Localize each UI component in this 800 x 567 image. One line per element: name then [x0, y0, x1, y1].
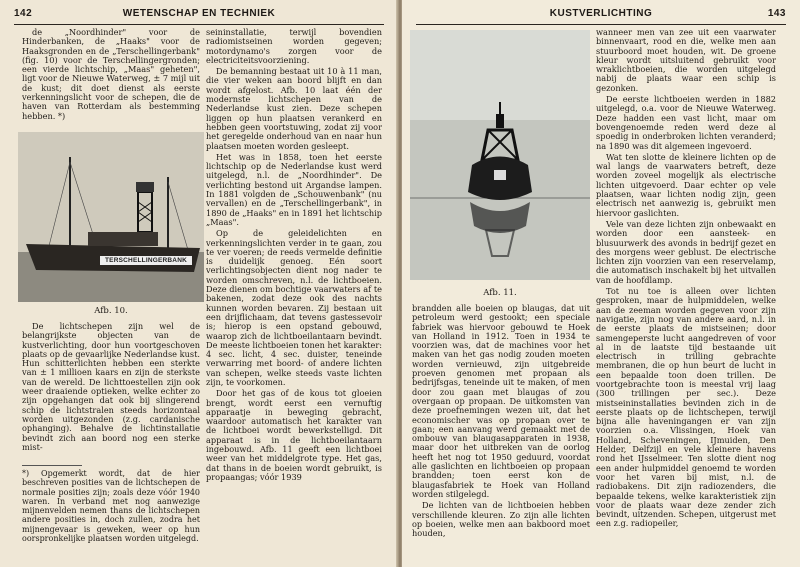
- page-number-left: 142: [14, 8, 33, 19]
- paragraph: De bemanning bestaat uit 10 à 11 man, die vier weken aan boord blijft en dan wordt afgelost. Afb. 10 laat één der modernste lichtschepen van de Nederlandse kust zien. Deze schepen liggen op hun plaatsen verankerd en hebben geen voortstuwing, zodat zij voor het geregelde onderhoud van en naar hun plaatsen moeten worden gesleept.: [206, 66, 382, 151]
- ship-name-label: TERSCHELLINGERBANK: [105, 257, 187, 264]
- paragraph: Vele van deze lichten zijn onbewaakt en worden door een aansteek- en blusuurwerk des avonds in bedrijf gezet en des morgens weer geblust. De electrische lichten zijn voorzien van een reservelamp, die automatisch inschakelt bij het uitvallen van de hoofdlamp.: [596, 218, 776, 285]
- running-title-left: WETENSCHAP EN TECHNIEK: [122, 8, 276, 19]
- right-page: [402, 0, 800, 567]
- buoy-figure: [410, 30, 590, 280]
- footnote: [22, 462, 200, 562]
- paragraph: Tot nu toe is alleen over lichten gesproken, maar de hulpmiddelen, welke aan de zeeman worden gegeven voor zijn navigatie, zijn nog van andere aard, n.l. in de eerste plaats de mistseinen; door samengeperste lucht aangedreven of voor al in de laatste tijd bestaande uit electrisch in trilling gebrachte membranen, die op hun beurt de lucht in een bepaalde toon doen trillen. De voortgebrachte toon is meestal vrij laag (300 trillingen per sec.). Deze mistseininstallaties bevinden zich in de eerste plaats op de lichtschepen, terwijl bijna alle haveningangen er van zijn voorzien o.a. Vlissingen, Hoek van Holland, Scheveningen, IJmuiden, Den Helder, Delfzijl en vele kleinere havens rond het IJsselmeer. Ten slotte dient nog een ander hulpmiddel genoemd te worden voor het varen bij mist, n.l. de radiobakens. Dit zijn radiozenders, die bepaalde tekens, welke karakteristiek zijn voor de plaats waar deze zender zich bevindt, uitzenden. Schepen, uitgerust met een z.g. radiopeiler,: [596, 286, 776, 529]
- paragraph: brandden alle boeien op blaugas, dat uit petroleum werd gestookt; een speciale fabriek was hiervoor gebouwd te Hoek van Holland in 1912. Toen in 1934 te voorzien was, dat de machines voor het maken van het gas nodig zouden moeten worden vernieuwd, zijn uitgebreide proeven genomen met propaan als bedrijfsgas, teneinde uit te maken, of men door zou gaan met blaugas of zou overgaan op propaan. De uitkomsten van deze proefnemingen wezen uit, dat het economischer was op propaan over te gaan; een aanvang werd gemaakt met de ombouw van blaugasapparaten in 1938, maar door het uitbreken van de oorlog heeft het nog tot 1950 geduurd, voordat alle gaslichten en lichtboeien op propaan brandden; toen eerst kon de blaugasfabriek te Hoek van Holland worden stilgelegd.: [412, 304, 590, 499]
- figure-caption: Afb. 11.: [483, 288, 517, 298]
- running-head-right: [416, 8, 786, 25]
- paragraph: Wat ten slotte de kleinere lichten op de wal langs de vaarwaters betreft, deze worden zoveel mogelijk als electrische lichten uitgevoerd. Daar echter op vele plaatsen, waar lichten nodig zijn, geen electrisch net aanwezig is, gebruikt men hiervoor gaslichten.: [596, 151, 776, 218]
- buoy-illustration: [410, 30, 590, 280]
- paragraph: wanneer men van zee uit een vaarwater binnenvaart, rood en die, welke men aan stuurboord moet houden, wit. De groene kleur wordt uitsluitend gebruikt voor wraklichtboeien, die worden uitgelegd nabij de plaats waar een schip is gezonken.: [596, 28, 776, 93]
- left-col1-top: [22, 28, 200, 128]
- footnote-text: *) Opgemerkt wordt, dat de hier beschreven posities van de lichtschepen de normale posities zijn; zoals deze vóór 1940 waren. In verband met nog aanwezige mijnenvelden nemen thans de lichtschepen andere posities in, doch zullen, zodra het mijnengevaar is geweken, weer op hun oorspronkelijke plaatsen worden uitgelegd.: [22, 469, 200, 544]
- paragraph: seininstallatie, terwijl bovendien radiomistseinen worden gegeven; motordynamo's zorgen voor de electriciteitsvoorziening.: [206, 28, 382, 65]
- paragraph: Het was in 1858, toen het eerste lichtschip op de Nederlandse kust werd uitgelegd, n.l. de „Noordhinder". De verlichting bestond uit Argandse lampen. In 1881 volgden de „Schouwenbank" (nu vervallen) en de „Terschellingerbank", in 1890 de „Haaks" en in 1891 het lichtschip „Maas".: [206, 151, 382, 227]
- running-title-right: KUSTVERLICHTING: [549, 8, 653, 19]
- right-col1-bottom: [412, 304, 590, 562]
- right-col2: [596, 28, 776, 560]
- paragraph: De lichtschepen zijn wel de belangrijkste objecten van de kustverlichting, door hun voortgeschoven plaats op de gevaarlijke Nederlandse kust. Hun schitterlichten hebben een sterkte van ± 1 millioen kaars en zijn de sterkste van de wereld. De lichttoestellen zijn ook weer draaiende optieken, welke echter zo zijn opgehangen dat ook bij slingerend schip de lichtstralen steeds horizontaal worden uitgezonden (z.g. cardanische ophanging). Behalve de lichtinstallatie bevindt zich aan boord nog een sterke mist-: [22, 322, 200, 452]
- paragraph: De eerste lichtboeien werden in 1882 uitgelegd, o.a. voor de Nieuwe Waterweg. Deze hadden een vast licht, maar om bovengenoemde reden werd deze al spoedig in onderbroken lichten veranderd; na 1890 was dit algemeen ingevoerd.: [596, 94, 776, 151]
- paragraph: Door het gas of de kous tot gloeien brengt, wordt eerst een vernuftig apparaatje in beweging gebracht, waardoor automatisch het karakter van de lichtboei wordt bewerkstelligd. Dit apparaat is in de lichtboeilantaarn ingebouwd. Afb. 11 geeft een lichtboei weer van het middelgrote type. Het gas, dat thans in de boeien wordt gebruikt, is propaangas; vóór 1939: [206, 388, 382, 482]
- paragraph: Op de geleidelichten en verkenningslichten verder in te gaan, zou te ver voeren; de reeds vermelde definitie is duidelijk genoeg. Eén soort verlichtingsobjecten dient nog nader te worden omschreven, n.l. de lichtboeien. Deze dienen om bochtige vaarwaters af te bakenen, zodat deze ook des nachts kunnen worden bevaren. Zij bestaan uit een drijflichaam, dat tevens gastessevoir is; hierop is een opstand gebouwd, waarop zich de lichtboeilantaarn bevindt. De meeste lichtboeien tonen het karakter: 4 sec. licht, 4 sec. duister, teneinde verwarring met boord- of andere lichten van schepen, welke steeds vaste lichten zijn, te voorkomen.: [206, 228, 382, 387]
- page-number-right: 143: [767, 8, 786, 19]
- lightship-figure: [18, 132, 204, 302]
- figure-caption: Afb. 10.: [94, 306, 128, 316]
- left-page: [0, 0, 398, 567]
- left-col2: [206, 28, 382, 560]
- paragraph: De lichten van de lichtboeien hebben verschillende kleuren. Zo zijn alle lichten op boeien, welke men aan bakboord moet houden,: [412, 500, 590, 539]
- running-head-left: [14, 8, 384, 25]
- lightship-illustration: [18, 132, 204, 302]
- left-col1-bottom: [22, 322, 200, 458]
- paragraph: de „Noordhinder" voor de Hinderbanken, de „Haaks" voor de Haaksgronden en de „Terschellingerbank" (fig. 10) voor de Terschellingergronden; een vierde lichtschip, „Maas" geheten", ligt voor de Nieuwe Waterweg, ± 7 mijl uit de kust; dit doet dienst als eerste verkenningslicht voor de schepen, die de haven van Rotterdam als bestemming hebben. *): [22, 28, 200, 121]
- footnote-rule: [22, 465, 82, 466]
